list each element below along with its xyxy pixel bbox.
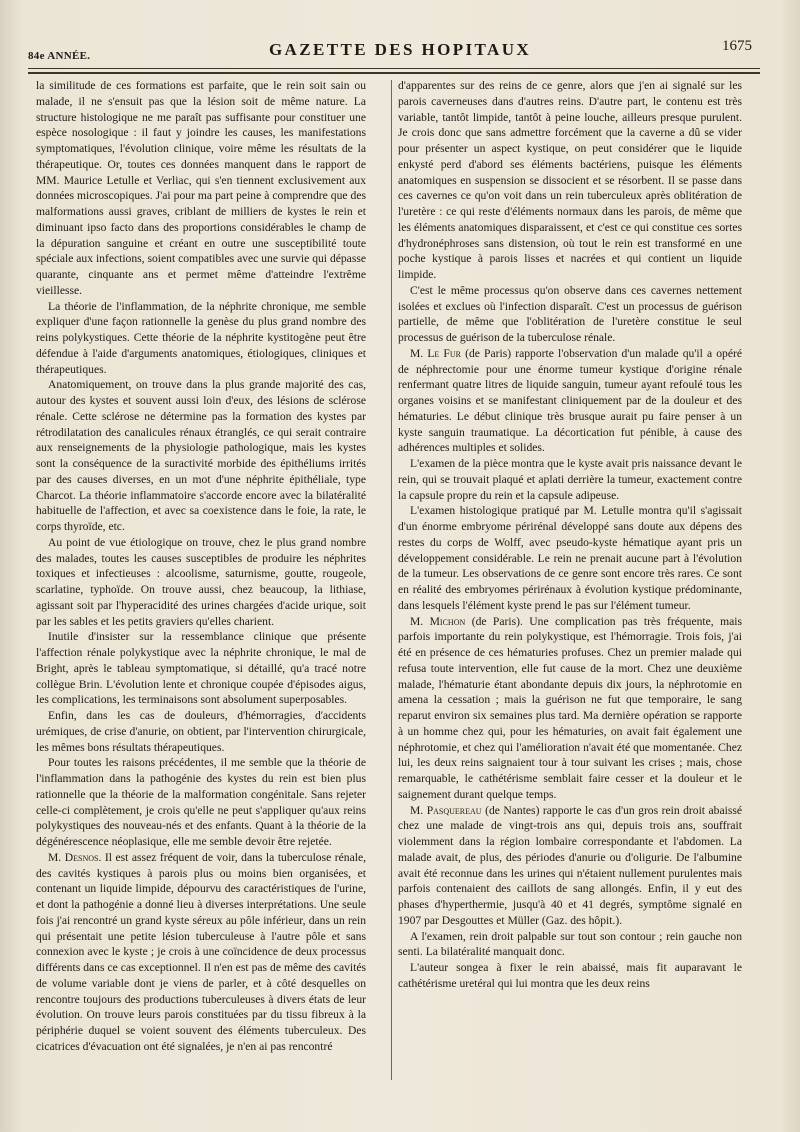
paragraph-text: Au point de vue étiologique on trouve, chez le plus grand nombre des malades, toutes les causes susceptibles de produire les néphrites toxiques et infectieuses : alcoolisme, saturnisme, goutte, rougeole, scarlatine, typhoïde. On trouve aussi, chez beaucoup, la lithiase, agissant soit par l'hyperacidité des urines chargées d'acide urique, soit par les sables et les petits graviers qu'elles charient. (36, 535, 366, 628)
article-paragraph (36, 299, 366, 378)
article-paragraph (398, 78, 742, 283)
paragraph-text: d'apparentes sur des reins de ce genre, alors que j'en ai signalé sur les parois caverneuses dans d'autres reins. D'autre part, le contenu est très variable, tantôt limpide, tantôt à peine louche, ailleurs presque purulent. Je crois donc que sans admettre forcément que la caverne a dû se vider pour présenter un aspect kystique, on peut considérer que le liquide enkysté perd d'abord ses éléments bactériens, puisque les éléments anatomiques en suspension se dissocient et se résorbent. Il se passe dans ces cavernes ce qu'on voit dans un rein tuberculeux après oblitération de l'uretère : ce qui reste d'éléments normaux dans les parois, de même que les éléments anatomiques disparaissent, et c'est ce qui constitue ces sortes d'hydronéphroses sans distension, où tout le rein est transformé en une poche kystique à parois lisses et nacrées et qui contient un liquide limpide. (398, 79, 742, 281)
speaker-name: M. Le Fur (410, 346, 461, 360)
article-paragraph (398, 456, 742, 503)
paragraph-text: (de Paris). Une complication pas très fréquente, mais parfois importante du rein polykystique, est l'hémorragie. Trois fois, j'ai été en présence de ces hématuries profuses. Chez un premier malade qui refusa toute intervention, elle fut cause de la mort. Chez une deuxième malade, l'hématurie étant abondante depuis dix jours, la néphrotomie en amena la cessation ; mais la guérison ne fut que temporaire, le sang reparut environ six semaines plus tard. Ma dernière opération se rapporte à un homme chez qui, pour les hématuries, on avait fait également une néphrotomie, et chez qui l'amélioration n'avait été que momentanée. Chez lui, les deux reins saignaient tour à tour suivant les crises ; mais, chose remarquable, le cathétérisme semblait faire cesser et la douleur et le saignement durant quelque temps. (398, 614, 743, 801)
speaker-name: M. Michon (410, 614, 466, 628)
paragraph-text: la similitude de ces formations est parfaite, que le rein soit sain ou malade, il ne s'ensuit pas que la lésion soit de même nature. La structure histologique ne me paraît pas suffisante pour constituer une espèce nosologique : il faut y joindre les causes, les manifestations symptomatiques, l'évolution clinique, voire même les résultats de la thérapeutique. Or, toutes ces données manquent dans le rapport de MM. Maurice Letulle et Verliac, qui s'en tiennent exclusivement aux données microscopiques. J'ai pour ma part peine à comprendre que des malformations aussi graves, criblant de milliers de kystes le rein et diminuant ipso facto dans des proportions considérables le champ de la dépuration sanguine et créant en outre une susceptibilité toute spéciale aux infections, soient compatibles avec une survie qui dépasse quarante, cinquante ans et permet même d'atteindre l'extrême vieillesse. (36, 79, 366, 297)
paragraph-text: L'auteur songea à fixer le rein abaissé, mais fit auparavant le cathétérisme uretéral qui lui montra que les deux reins (398, 961, 742, 990)
article-paragraph (398, 503, 742, 613)
year-label: 84e ANNÉE. (28, 50, 91, 62)
paragraph-text: Pour toutes les raisons précédentes, il me semble que la théorie de l'inflammation dans la pathogénie des kystes du rein est bien plus rationnelle que la théorie de la malformation congénitale. Sans rejeter celle-ci complètement, je crois qu'elle ne peut s'appliquer qu'aux reins polykystiques des nouveau-nés et des enfants. Quant à la théorie de la dégénérescence néoplasique, elle me semble devoir être rejetée. (36, 756, 366, 848)
speaker-name: M. Desnos. (48, 850, 102, 864)
article-paragraph (36, 629, 366, 708)
speaker-name: M. Pasquereau (410, 803, 482, 817)
paragraph-text: A l'examen, rein droit palpable sur tout son contour ; rein gauche non senti. La bilatéralité manquait donc. (398, 929, 742, 959)
article-paragraph (36, 708, 366, 755)
page-header (22, 36, 778, 62)
page-number: 1675 (722, 38, 752, 54)
paragraph-text: L'examen histologique pratiqué par M. Letulle montra qu'il s'agissait d'un énorme embryome périrénal développé sans doute aux dépens des restes du corps de Wolff, avec pseudo-kyste hématique ayant pris un développement considérable. Le rein ne prenait aucune part à l'évolution de la tumeur. Les observations de ce genre sont encore très rares. Ce sont en réalité des embryomes périrénaux à évolution kystique prédominante, dans lesquels l'élément kyste prend le pas sur l'élément tumeur. (398, 504, 742, 612)
paragraph-text: La théorie de l'inflammation, de la néphrite chronique, me semble expliquer d'une façon rationnelle la genèse du plus grand nombre des reins polykystiques. Cette théorie de la néphrite kystitogène peut être défendue à l'aide d'arguments anatomiques, étiologiques, cliniques et thérapeutiques. (36, 299, 366, 376)
right-column (398, 78, 742, 992)
article-paragraph (398, 960, 742, 992)
paragraph-text: (de Nantes) rapporte le cas d'un gros rein droit abaissé chez une malade de vingt-trois ans qui, depuis trois ans, souffrait violemment dans la région lombaire correspondante et l'abdomen. La malade avait, de plus, des périodes d'anurie ou d'oligurie. De l'albumine avait été reconnue dans les urines qui n'étaient nullement purulentes mais parfois contenaient des caillots de sang allongés. Enfin, il y eut des phases d'hyperthermie, jusqu'à 40 et 41 degrés, symptôme signalé en 1907 par Desgouttes et Müller (Gaz. des hôpit.). (398, 803, 742, 927)
article-paragraph (398, 346, 742, 456)
paragraph-text: Anatomiquement, on trouve dans la plus grande majorité des cas, autour des kystes et souvent aussi loin d'eux, des lésions de sclérose rénale. Cette sclérose ne détermine pas la formation des kystes par rétrodilatation des canalicules rénaux étranglés, ce qui serait contraire aux renseignements de la physiologie pathologique, mais les kystes sont la conséquence de la suractivité morbide des épithéliums irrités par des causes diverses, en un mot d'une néphrite épithéliale, type Charcot. La théorie inflammatoire s'accorde encore avec la bilatéralité habituelle de l'affection, et avec sa coexistence dans le foie, la rate, le corps thyroïde, etc. (36, 378, 366, 533)
article-paragraph (36, 755, 366, 850)
paragraph-text: Enfin, dans les cas de douleurs, d'hémorragies, d'accidents urémiques, de crise d'anurie, on obtient, par l'intervention chirurgicale, les mêmes bons résultats thérapeutiques. (36, 709, 366, 754)
paragraph-text: Il est assez fréquent de voir, dans la tuberculose rénale, des cavités kystiques à parois plus ou moins bien organisées, et contenant un liquide limpide, dépourvu des caractéristiques de l'urine, et dont la pathogénie a donné lieu à diverses interprétations. Une seule fois j'ai rencontré un grand kyste séreux au pôle inférieur, dans un rein qui présentait une petite lésion tuberculeuse à l'autre pôle et sans connexion avec le kyste ; je crois à une coïncidence de deux processus différents dans ce cas exceptionnel. Il n'en est pas de même des cavités de volume variable dont je viens de parler, et à côté desquelles on rencontre toujours des productions tuberculeuses à divers états de leur évolution. On trouve leurs parois constituées par du tissu fibreux à la périphérie duquel se voient souvent des éléments tuberculeux. Des cicatrices d'évacuation ont été signalées, je n'en ai pas rencontré (36, 850, 367, 1053)
article-paragraph (398, 614, 742, 803)
article-paragraph (36, 78, 366, 299)
left-column (36, 78, 366, 1055)
article-paragraph (36, 377, 366, 535)
article-paragraph (398, 803, 742, 929)
paragraph-text: (de Paris) rapporte l'observation d'un malade qu'il a opéré de néphrectomie pour une énorme tumeur kystique d'origine rénale renfermant quatre litres de liquide sanguin, tumeur ayant refoulé tous les organes voisins et se manifestant cliniquement par de la douleur et des hématuries. Le début clinique très brusque aurait pu faire penser à un kyste sanguin traumatique. La décortication fut pénible, à cause des adhérences multiples et solides. (398, 346, 742, 455)
article-paragraph (398, 929, 742, 961)
paragraph-text: Inutile d'insister sur la ressemblance clinique que présente l'affection rénale polykystique avec la néphrite chronique, le mal de Bright, après le tableau symptomatique, si détaillé, qu'a tracé notre collègue Brin. L'évolution lente et chronique coupée d'épisodes aigus, les complications, les terminaisons sont absolument superposables. (36, 630, 366, 707)
header-rule-thin (28, 68, 760, 69)
journal-title: GAZETTE DES HOPITAUX (268, 40, 532, 59)
article-paragraph (36, 850, 366, 1055)
paragraph-text: L'examen de la pièce montra que le kyste avait pris naissance devant le rein, qui se trouvait plaqué et aplati derrière la tumeur, exactement contre la capsule propre du rein et la capsule adipeuse. (398, 457, 742, 502)
header-rule-thick (28, 72, 760, 74)
paragraph-text: C'est le même processus qu'on observe dans ces cavernes nettement isolées et exclues où l'infection disparaît. C'est un processus de guérison partielle, de même que l'oblitération de l'uretère constitue le seul processus de guérison de la tuberculose rénale. (398, 283, 742, 344)
article-paragraph (398, 283, 742, 346)
article-paragraph (36, 535, 366, 630)
column-divider (391, 80, 392, 1080)
